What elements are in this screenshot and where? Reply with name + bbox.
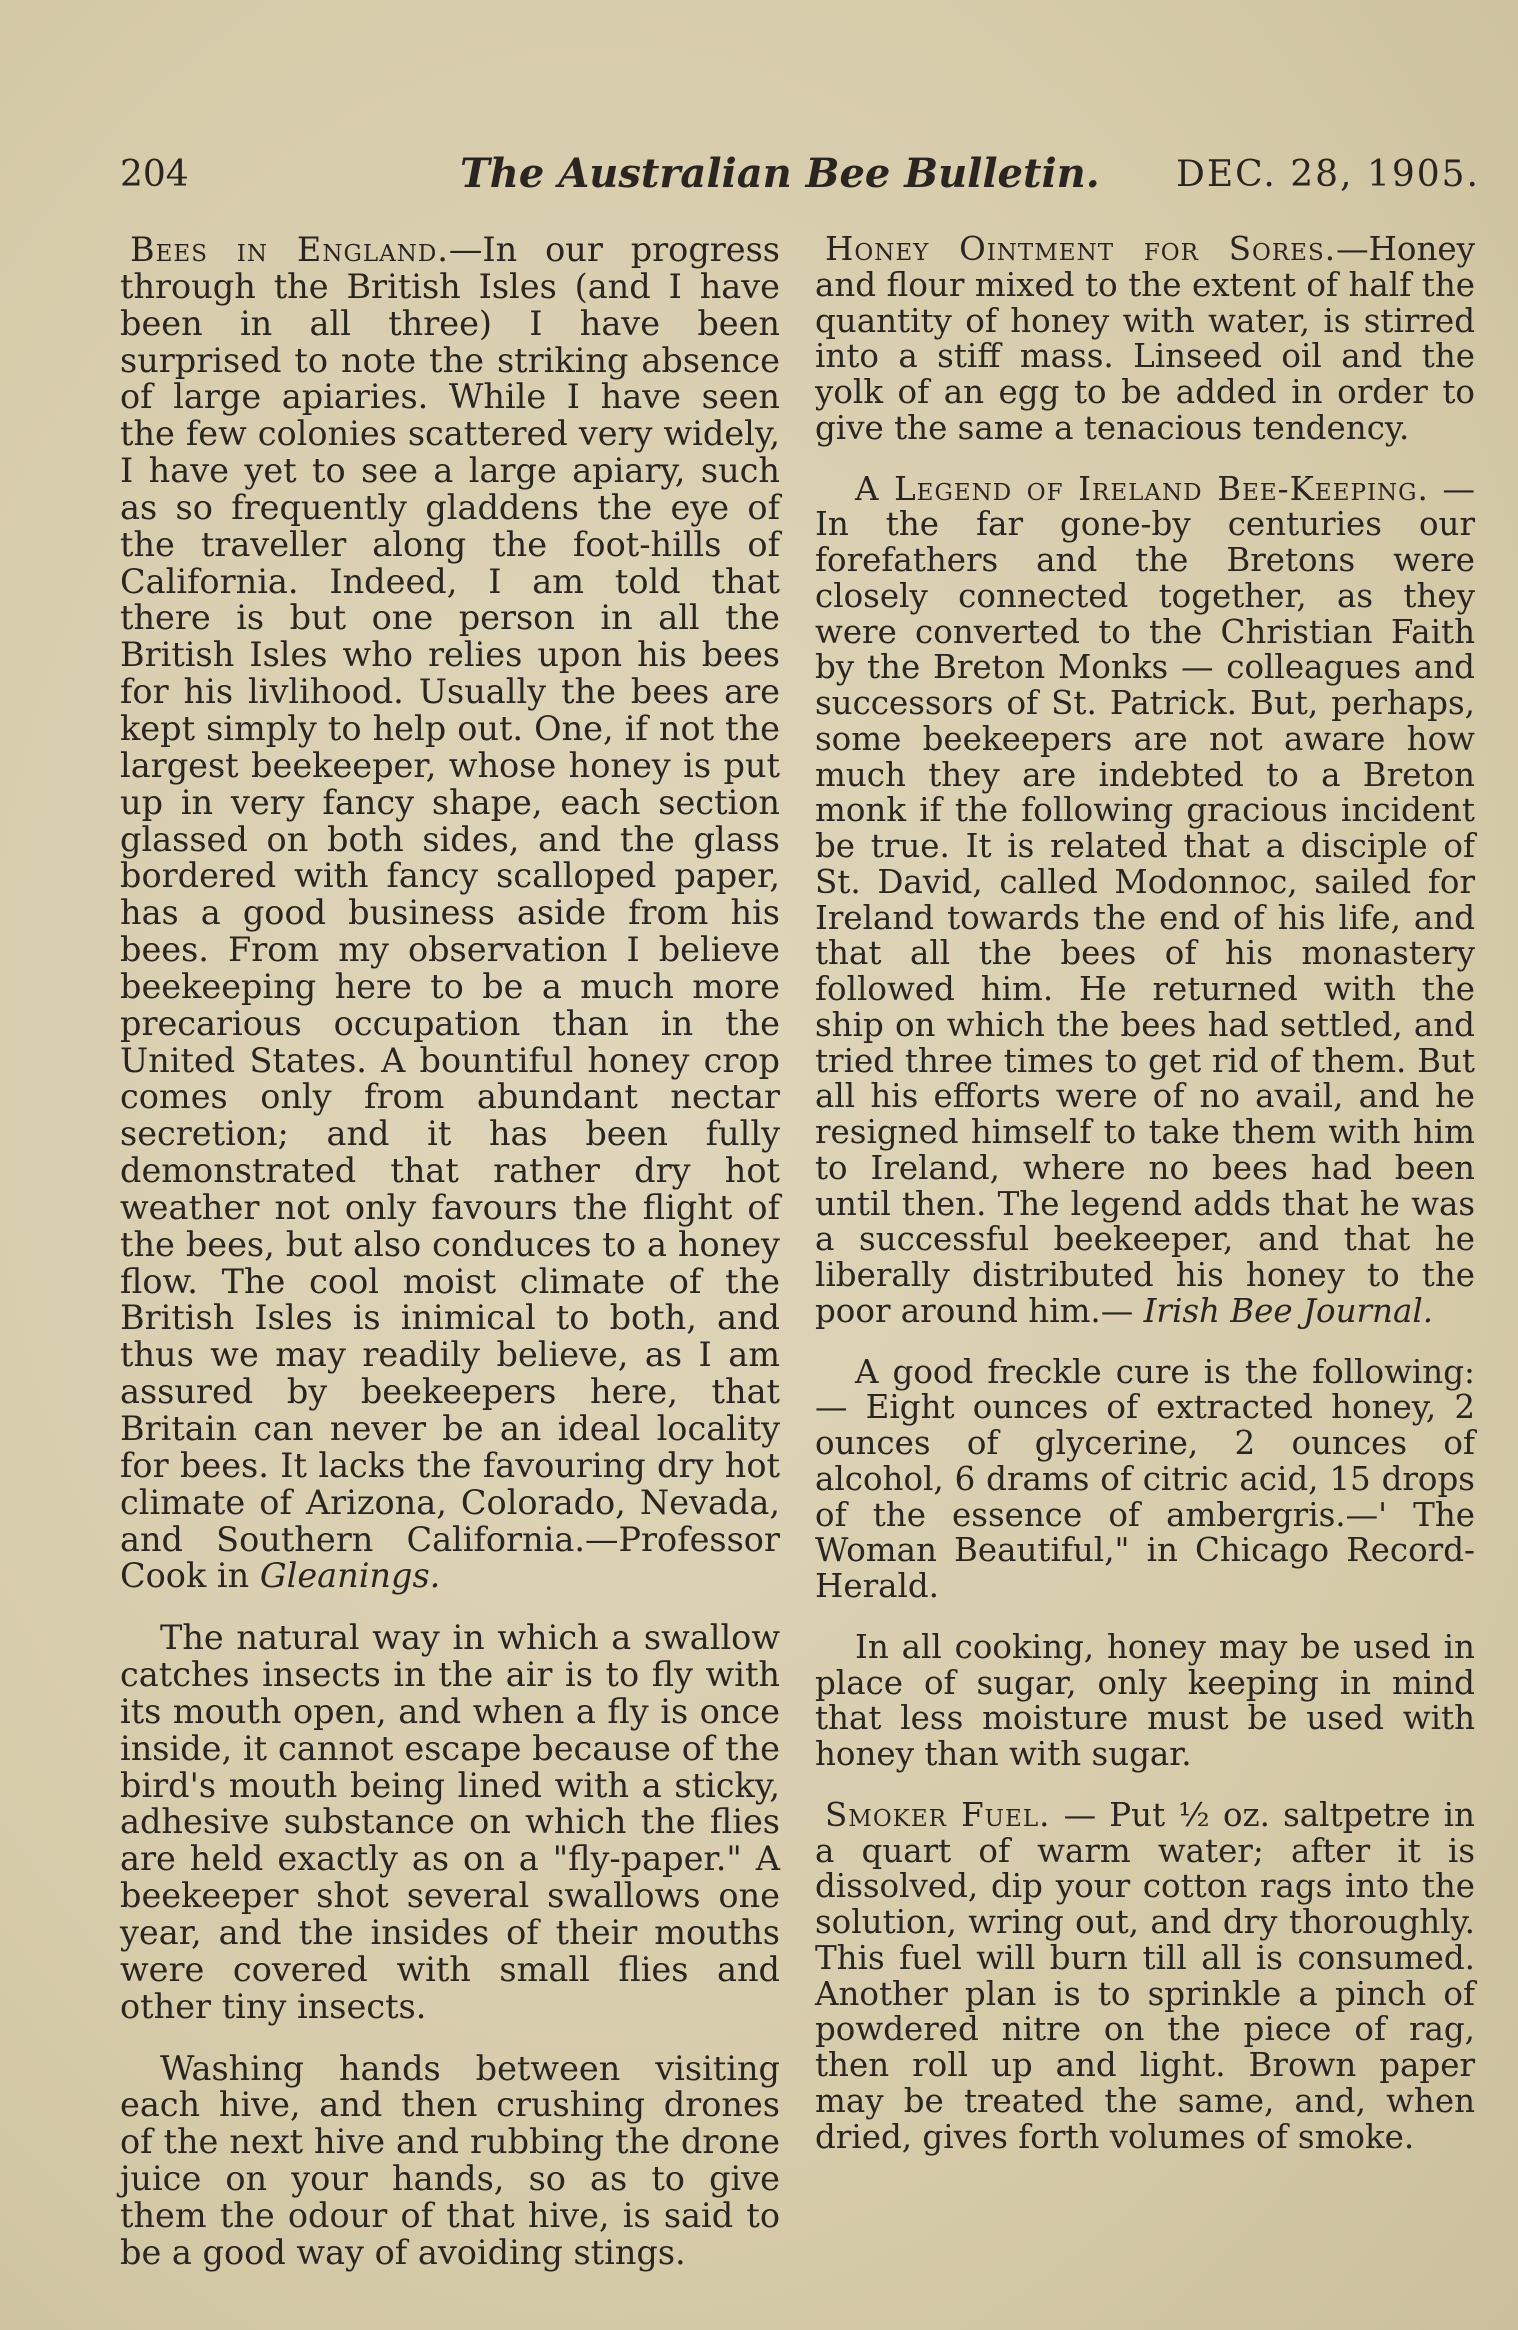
page-number: 204	[120, 154, 189, 195]
article-body: — In the far gone-by centuries our forefathers and the Bretons were closely connected together, as they were converted to the Christian Faith by the Breton Monks — colleagues and successors of St. Patrick. But, perhaps, some beekeepers are not aware how much they are indebted to a Breton monk if the following gracious incident be true. It is related that a disciple of St. David, called Modonnoc, sailed for Ireland towards the end of his life, and that all the bees of his monastery followed him. He returned with the ship on which the bees had settled, and tried three times to get rid of them. But all his efforts were of no avail, and he resigned himself to take them with him to Ireland, where no bees had been until then. The legend adds that he was a successful beekeeper, and that he liberally distributed his honey to the poor around him.—	[815, 469, 1475, 1330]
article-washing-hands: Washing hands between visiting each hive, and then crushing drones of the next hive and rubbing the drone juice on your hands, so as to give them the odour of that hive, is said to be a good way of avoiding stings.	[120, 2048, 780, 2272]
article-body: — Put ½ oz. saltpetre in a quart of warm water; after it is dissolved, dip your cotton rags into the solution, wring out, and dry thoroughly. This fuel will burn till all is consumed. Another plan is to sprinkle a pinch of powdered nitre on the piece of rag, then roll up and light. Brown paper may be treated the same, and, when dried, gives forth volumes of smoke.	[815, 1795, 1475, 2156]
journal-title: The Australian Bee Bulletin.	[460, 150, 1100, 197]
article-smoker-fuel	[815, 1795, 1475, 2156]
article-cooking: In all cooking, honey may be used in place of sugar, only keeping in mind that less moisture must be used with honey than with sugar.	[815, 1627, 1475, 1773]
article-heading: Bees in England.	[130, 230, 449, 269]
issue-date: DEC. 28, 1905.	[1175, 154, 1480, 195]
article-body: —Honey and flour mixed to the extent of half the quantity of honey with water, is stirred into a stiff mass. Linseed oil and the yolk of an egg to be added in order to give the same a tenacious tendency.	[815, 230, 1475, 447]
article-heading: Smoker Fuel.	[825, 1795, 1051, 1834]
article-body: —In our progress through the British Isles (and I have been in all three) I have been surprised to note the striking absence of large apiaries. While I have seen the few colonies scattered very widely, I have yet to see a large apiary, such as so frequently gladdens the eye of the traveller along the foot-hills of California. Indeed, I am told that there is but one person in all the British Isles who relies upon his bees for his livlihood. Usually the bees are kept simply to help out. One, if not the largest beekeeper, whose honey is put up in very fancy shape, each section glassed on both sides, and the glass bordered with fancy scalloped paper, has a good business aside from his bees. From my observation I believe beekeeping here to be a much more precarious occupation than in the United States. A bountiful honey crop comes only from abundant nectar secretion; and it has been fully demonstrated that rather dry hot weather not only favours the flight of the bees, but also conduces to a honey flow. The cool moist climate of the British Isles is inimical to both, and thus we may readily believe, as I am assured by beekeepers here, that Britain can never be an ideal locality for bees. It lacks the favouring dry hot climate of Arizona, Colorado, Nevada, and Southern California.—Professor Cook in	[120, 230, 780, 1596]
article-bees-in-england	[120, 232, 780, 1595]
article-freckle-cure: A good freckle cure is the following:— Eight ounces of extracted honey, 2 ounces of glycerine, 2 ounces of alcohol, 6 drams of citric acid, 15 drops of the essence of ambergris.—' The Woman Beautiful," in Chicago Record-Herald.	[815, 1352, 1475, 1605]
article-source: Gleanings.	[259, 1556, 441, 1596]
page-header	[120, 150, 1480, 210]
left-column	[120, 232, 780, 2297]
article-heading: A Legend of Ireland Bee-Keeping.	[855, 469, 1429, 508]
article-source: Irish Bee Journal.	[1143, 1291, 1434, 1330]
article-swallow: The natural way in which a swallow catches insects in the air is to fly with its mouth open, and when a fly is once inside, it cannot escape because of the bird's mouth being lined with a sticky, adhesive substance on which the flies are held exactly as on a "fly-paper." A beekeeper shot several swallows one year, and the insides of their mouths were covered with small flies and other tiny insects.	[120, 1618, 780, 2026]
article-honey-ointment	[815, 232, 1475, 447]
article-legend-ireland	[815, 469, 1475, 1330]
article-heading: Honey Ointment for Sores.	[825, 230, 1337, 268]
right-column	[815, 232, 1475, 2180]
